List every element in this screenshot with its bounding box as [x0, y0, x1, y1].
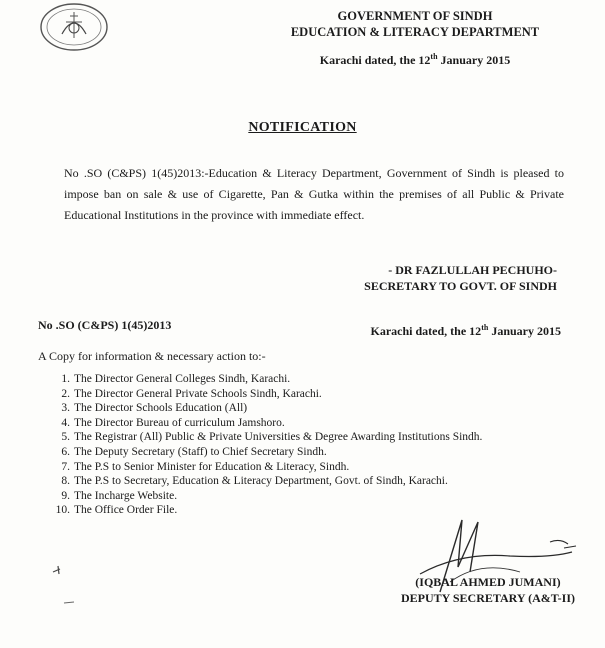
list-item-text: The Director Schools Education (All) [74, 402, 248, 415]
list-item [52, 372, 482, 387]
list-item-text: The P.S to Secretary, Education & Literacy Department, Govt. of Sindh, Karachi. [74, 475, 448, 488]
secretary-title: SECRETARY TO GOVT. OF SINDH [364, 279, 557, 293]
deputy-title: DEPUTY SECRETARY (A&T-II) [400, 591, 575, 605]
notification-title: NOTIFICATION [248, 120, 357, 135]
list-item-number: 4. [61, 416, 70, 429]
header-date: Karachi dated, the 12th January 2015 [319, 52, 511, 67]
secretary-signature-block [364, 262, 557, 294]
list-item-text: The P.S to Senior Minister for Education & Literacy, Sindh. [74, 460, 350, 473]
list-item [52, 489, 482, 504]
deputy-name: (IQBAL AHMED JUMANI) [415, 575, 561, 589]
list-item-number: 3. [61, 402, 70, 415]
list-item-text: The Incharge Website. [74, 489, 178, 502]
list-item-text: The Director General Colleges Sindh, Karachi. [74, 373, 291, 385]
list-item [52, 401, 482, 416]
list-item [52, 474, 482, 489]
reference-date: Karachi dated, the 12th January 2015 [370, 323, 561, 338]
list-item-text: The Registrar (All) Public & Private Universities & Degree Awarding Institutions Sindh. [74, 431, 483, 444]
list-item [52, 430, 482, 445]
list-item-text: The Deputy Secretary (Staff) to Chief Secretary Sindh. [74, 445, 327, 458]
list-item [52, 445, 482, 460]
notification-body: No .SO (C&PS) 1(45)2013:-Education & Literacy Department, Government of Sindh is pleased to impose ban on sale & use of Cigarette, Pan & Gutka within the premises of all Public & Private Educational Institutions in the province with immediate effect. [64, 166, 564, 222]
list-item-number: 2. [61, 387, 70, 400]
list-item-text: The Director General Private Schools Sindh, Karachi. [74, 387, 322, 400]
secretary-name: - DR FAZLULLAH PECHUHO- [388, 263, 557, 277]
recipient-list [52, 372, 482, 518]
ink-mark-icon [62, 597, 76, 607]
list-item-number: 1. [61, 373, 70, 385]
list-item-number: 9. [61, 489, 70, 502]
list-item-number: 6. [61, 445, 70, 458]
government-seal-icon [36, 2, 112, 52]
govt-name: GOVERNMENT OF SINDH [337, 9, 493, 23]
list-item-number: 5. [61, 431, 70, 444]
reference-number: No .SO (C&PS) 1(45)2013 [38, 318, 172, 332]
list-item [52, 416, 482, 431]
department-name: EDUCATION & LITERACY DEPARTMENT [290, 25, 540, 39]
copy-line: A Copy for information & necessary action to:- [38, 349, 266, 363]
list-item-text: The Director Bureau of curriculum Jamshoro. [74, 416, 285, 429]
list-item [52, 387, 482, 402]
list-item-text: The Office Order File. [74, 504, 178, 517]
list-item-number: 8. [61, 475, 70, 488]
deputy-signature-block [401, 574, 575, 606]
list-item-number: 10. [55, 504, 70, 517]
ink-mark-icon [50, 560, 70, 580]
list-item [52, 460, 482, 475]
list-item-number: 7. [61, 460, 70, 473]
letterhead [265, 8, 565, 68]
